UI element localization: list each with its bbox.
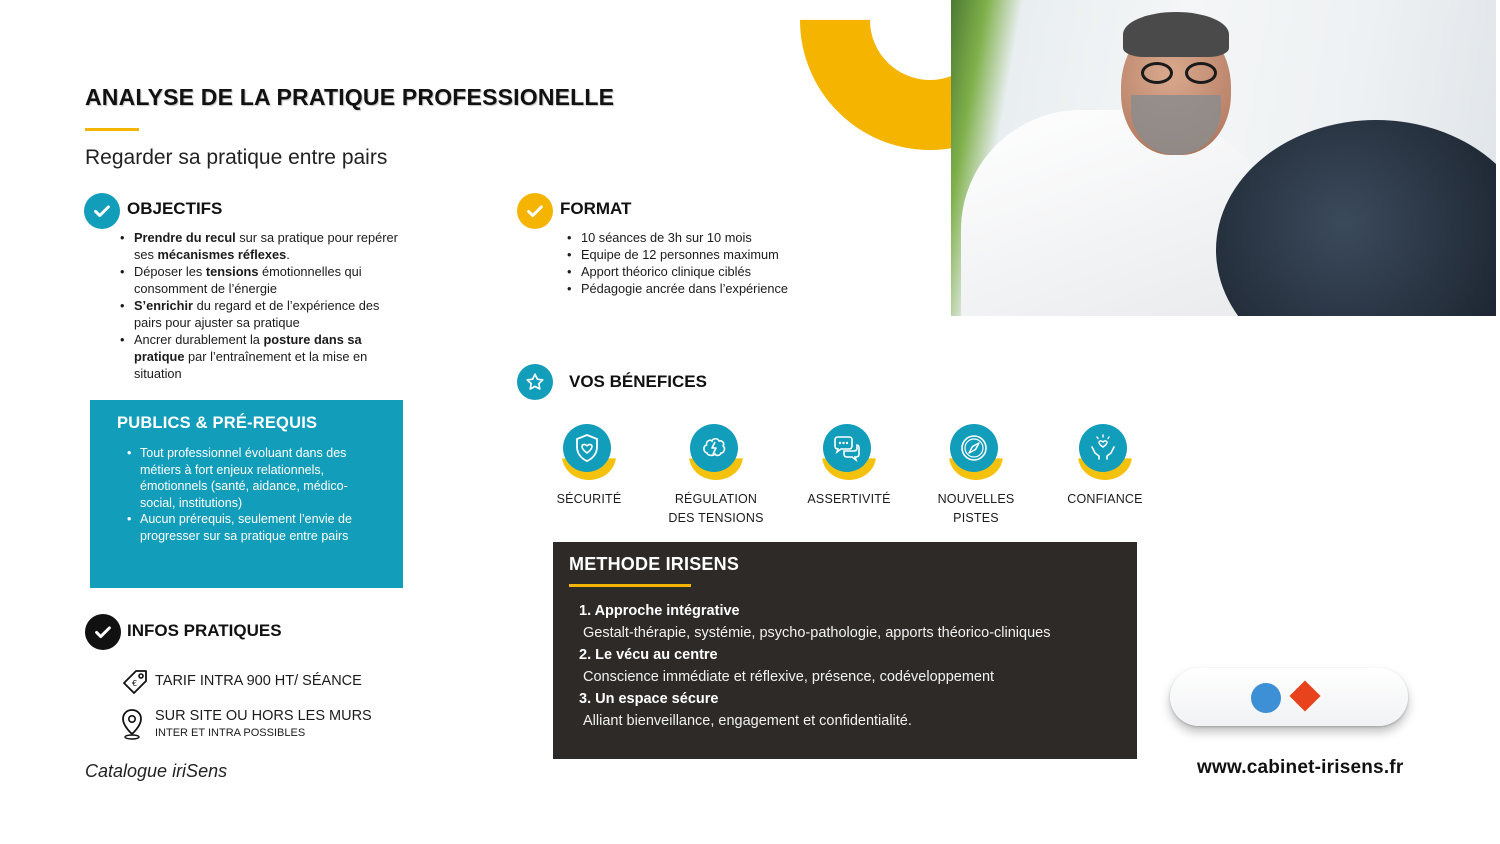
check-circle-icon — [517, 193, 553, 229]
benefit-label: NOUVELLES — [937, 492, 1015, 506]
publics-title: PUBLICS & PRÉ-REQUIS — [117, 414, 318, 432]
list-item: • Prendre du recul sur sa pratique pour repérer ses mécanismes réflexes. — [120, 229, 410, 263]
list-item: • Déposer les tensions émotionnelles qui consomment de l’énergie — [120, 263, 410, 297]
methode-title: METHODE IRISENS — [569, 554, 740, 574]
benefit-confiance — [1045, 424, 1165, 509]
list-item: • Pédagogie ancrée dans l’expérience — [567, 280, 867, 297]
methode-step-title: 1. Approche intégrative — [579, 603, 740, 619]
irisens-logo — [1170, 668, 1408, 726]
brain-lightning-icon — [690, 424, 738, 472]
logo-circle — [1251, 683, 1281, 713]
benefit-label-2: PISTES — [953, 511, 999, 525]
list-item: • Apport théorico clinique ciblés — [567, 263, 867, 280]
publics-box — [90, 400, 403, 588]
hands-heart-icon — [1079, 424, 1127, 472]
list-item: • Equipe de 12 personnes maximum — [567, 246, 867, 263]
list-item: • 10 séances de 3h sur 10 mois — [567, 229, 867, 246]
methode-step-desc: Alliant bienveillance, engagement et confidentialité. — [583, 713, 912, 729]
chat-bubbles-icon — [823, 424, 871, 472]
benefices-title: VOS BÉNEFICES — [569, 372, 707, 391]
lieu-text: SUR SITE OU HORS LES MURS — [155, 708, 372, 724]
benefit-label: SÉCURITÉ — [556, 492, 622, 506]
benefit-nouvelles-pistes — [916, 424, 1036, 528]
benefit-label-2: DES TENSIONS — [668, 511, 764, 525]
page-title: ANALYSE DE LA PRATIQUE PROFESSIONELLE — [85, 84, 615, 110]
format-list — [567, 229, 867, 297]
title-underline — [85, 128, 139, 131]
tarif-text: TARIF INTRA 900 HT/ SÉANCE — [155, 673, 362, 689]
check-circle-icon — [84, 193, 120, 229]
list-item: • S’enrichir du regard et de l’expérience des pairs pour ajuster sa pratique — [120, 297, 410, 331]
website-link[interactable]: www.cabinet-irisens.fr — [1197, 757, 1404, 778]
methode-step-title: 3. Un espace sécure — [579, 691, 719, 707]
star-circle-icon — [517, 364, 553, 400]
methode-step-desc: Gestalt-thérapie, systémie, psycho-pathologie, apports théorico-cliniques — [583, 625, 1051, 641]
list-item: • Aucun prérequis, seulement l’envie de progresser sur sa pratique entre pairs — [127, 511, 377, 544]
methode-step-desc: Conscience immédiate et réflexive, présence, codéveloppement — [583, 669, 995, 685]
objectifs-title: OBJECTIFS — [127, 199, 223, 218]
hero-photo — [951, 0, 1496, 316]
methode-step-title: 2. Le vécu au centre — [579, 647, 718, 663]
compass-icon — [950, 424, 998, 472]
benefit-label: RÉGULATION — [674, 492, 758, 506]
logo-diamond — [1289, 680, 1320, 711]
publics-list — [117, 445, 377, 544]
methode-box — [553, 542, 1137, 759]
benefit-label: CONFIANCE — [1067, 492, 1143, 506]
methode-underline — [569, 584, 691, 587]
list-item: • Ancrer durablement la posture dans sa pratique par l’entraînement et la mise en situation — [120, 331, 410, 382]
benefit-label: ASSERTIVITÉ — [807, 492, 891, 506]
price-tag-icon — [120, 667, 150, 697]
infos-title: INFOS PRATIQUES — [127, 621, 282, 640]
heart-shield-icon — [563, 424, 611, 472]
format-title: FORMAT — [560, 199, 632, 218]
location-pin-icon — [121, 708, 143, 740]
page-subtitle: Regarder sa pratique entre pairs — [85, 146, 388, 169]
lieu-note: INTER ET INTRA POSSIBLES — [155, 727, 306, 739]
list-item: • Tout professionnel évoluant dans des métiers à fort enjeux relationnels, émotionnels (santé, aidance, médico-social, institutions) — [127, 445, 377, 511]
svg-text:€: € — [132, 679, 138, 688]
benefit-assertivite — [789, 424, 909, 509]
benefit-regulation — [656, 424, 776, 528]
benefit-securite — [529, 424, 649, 509]
catalogue-label: Catalogue iriSens — [85, 761, 228, 781]
objectifs-list — [120, 229, 410, 382]
check-circle-icon — [85, 614, 121, 650]
